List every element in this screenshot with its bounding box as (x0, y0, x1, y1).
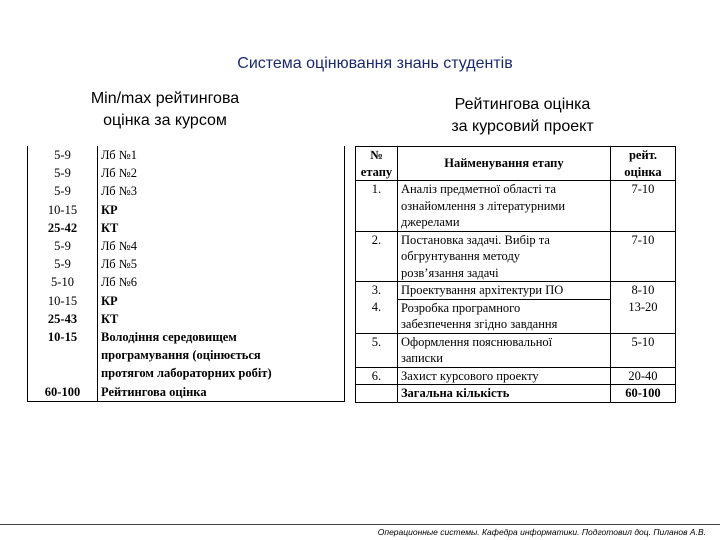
range-cell: 5-9 (28, 182, 98, 200)
header-line: № (370, 148, 383, 162)
stage-name-cell (397, 181, 610, 232)
stage-line: Аналіз предметної області та (400, 182, 557, 196)
table-row (356, 367, 676, 385)
stage-name-cell (397, 367, 610, 385)
range-cell: 5-10 (28, 273, 98, 291)
label-cell: програмування (оцінюється (97, 346, 344, 364)
label-cell: КТ (97, 310, 344, 328)
range-cell (28, 364, 98, 382)
range-cell (28, 346, 98, 364)
stage-name-cell (397, 282, 610, 300)
stage-number-cell: 5. (356, 333, 398, 367)
range-cell: 5-9 (28, 255, 98, 273)
left-heading-line: оцінка за курсом (103, 112, 227, 129)
course-project-table (355, 146, 676, 403)
left-heading-line: Min/max рейтингова (90, 90, 240, 107)
stage-line: Захист курсового проекту (400, 368, 539, 383)
table-row (28, 346, 345, 364)
table-row (356, 181, 676, 232)
label-cell: КР (97, 201, 344, 219)
table-row (28, 146, 345, 164)
score-cell: 7-10 (610, 231, 675, 282)
stage-line: Розробка програмного (400, 300, 521, 315)
score-cell: 5-10 (610, 333, 675, 367)
table-row (28, 219, 345, 237)
table-row (28, 383, 345, 402)
table-row (356, 231, 676, 282)
stage-name-cell (397, 333, 610, 367)
stage-number-cell: 6. (356, 367, 398, 385)
table-row (28, 364, 345, 382)
stage-line: розв’язання задачі (400, 265, 499, 280)
table-row (28, 273, 345, 291)
footer-divider (0, 524, 720, 525)
page-title: Система оцінювання знань студентів (237, 55, 513, 72)
stage-line: Проектування архітектури ПО (400, 283, 564, 297)
score-cell: 7-10 (610, 181, 675, 232)
score-cell: 13-20 (610, 299, 675, 333)
range-cell: 60-100 (28, 383, 98, 402)
left-heading (40, 88, 290, 132)
score-cell: 8-10 (610, 282, 675, 300)
table-row (28, 292, 345, 310)
label-cell: Рейтингова оцінка (97, 383, 344, 402)
stage-name-header: Найменування етапу (397, 147, 610, 181)
stage-name-cell (397, 299, 610, 333)
stage-line: обгрунтування методу (400, 249, 521, 263)
header-line: етапу (360, 164, 393, 179)
score-cell: 20-40 (610, 367, 675, 385)
stage-line: джерелами (400, 215, 460, 229)
table-row (356, 299, 676, 333)
label-cell: Лб №6 (97, 273, 344, 291)
score-header (610, 147, 675, 181)
right-heading-line: за курсовий проект (451, 118, 594, 135)
stage-number-cell: 1. (356, 181, 398, 232)
range-cell: 5-9 (28, 164, 98, 182)
range-cell: 10-15 (28, 328, 98, 346)
stage-number-cell (356, 385, 398, 403)
label-cell: протягом лабораторних робіт) (97, 364, 344, 382)
label-cell: Лб №2 (97, 164, 344, 182)
stage-line: записки (400, 351, 443, 365)
table-header-row (356, 147, 676, 181)
label-cell: Лб №1 (97, 146, 344, 164)
table-row (356, 282, 676, 300)
table-row (28, 182, 345, 200)
range-cell: 10-15 (28, 201, 98, 219)
label-cell: Володіння середовищем (97, 328, 344, 346)
total-label-cell: Загальна кількість (397, 385, 610, 403)
stage-line: ознайомлення з літературними (400, 198, 566, 213)
range-cell: 25-43 (28, 310, 98, 328)
table-total-row (356, 385, 676, 403)
stage-line: Постановка задачі. Вибір та (400, 232, 550, 247)
header-line: оцінка (624, 164, 662, 179)
label-cell: Лб №5 (97, 255, 344, 273)
stage-number-cell: 3. (356, 282, 398, 300)
table-row (28, 310, 345, 328)
label-cell: Лб №4 (97, 237, 344, 255)
course-rating-table (27, 146, 345, 402)
total-score-cell: 60-100 (610, 385, 675, 403)
right-heading-line: Рейтингова оцінка (454, 96, 591, 113)
table-row (356, 333, 676, 367)
table-row (28, 201, 345, 219)
stage-number-cell: 4. (356, 299, 398, 333)
label-cell: КТ (97, 219, 344, 237)
range-cell: 5-9 (28, 237, 98, 255)
right-heading (400, 94, 645, 138)
stage-line: забезпечення згідно завдання (400, 317, 558, 331)
stage-number-header (356, 147, 398, 181)
label-cell: КР (97, 292, 344, 310)
label-cell: Лб №3 (97, 182, 344, 200)
range-cell: 5-9 (28, 146, 98, 164)
table-row (28, 255, 345, 273)
stage-line: Оформлення пояснювальної (400, 334, 553, 349)
footer-credit: Операционные системы. Кафедра информатики. Подготовил доц. Пиланов А.В. (377, 527, 706, 537)
stage-name-cell (397, 231, 610, 282)
stage-number-cell: 2. (356, 231, 398, 282)
range-cell: 10-15 (28, 292, 98, 310)
header-line: рейт. (628, 148, 657, 162)
table-row (28, 328, 345, 346)
range-cell: 25-42 (28, 219, 98, 237)
table-row (28, 237, 345, 255)
table-row (28, 164, 345, 182)
